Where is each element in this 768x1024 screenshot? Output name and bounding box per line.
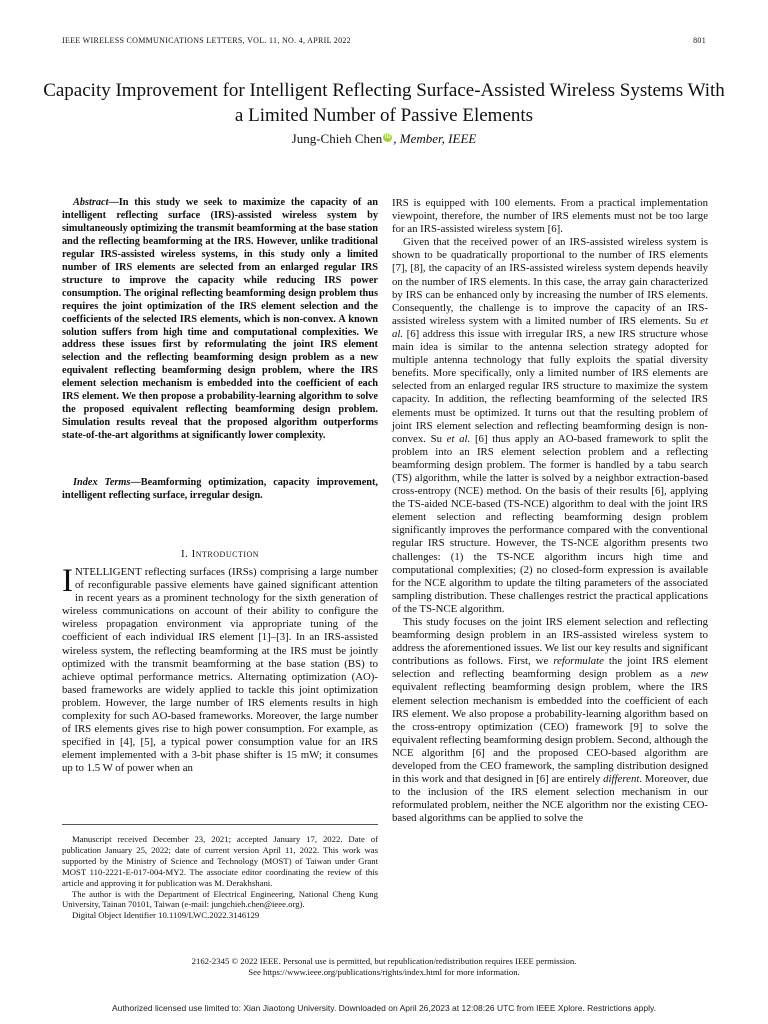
- footnotes: [62, 834, 378, 921]
- copyright-notice: 2162-2345 © 2022 IEEE. Personal use is permitted, but republication/redistribution requires IEEE permission. See https://www.ieee.org/publications/rights/index.html for more information.: [62, 956, 706, 978]
- journal-header: IEEE WIRELESS COMMUNICATIONS LETTERS, VOL. 11, NO. 4, APRIL 2022: [62, 36, 351, 45]
- index-terms-label: Index Terms: [73, 477, 131, 488]
- right-paragraph-3: This study focuses on the joint IRS element selection and reflecting beamforming design problem in an IRS-assisted wireless system to address the aforementioned issues. We list our key results and significant contributions as follows. First, we reformulate the joint IRS element selection and reflecting beamforming design problem as a new equivalent reflecting beamforming design problem, where the IRS element selection mechanism is embedded into the coefficient of each IRS element. We also propose a probability-learning algorithm based on the cross-entropy optimization (CEO) framework [9] to solve the equivalent reflecting beamforming design problem. Second, although the NCE algorithm [6] and the proposed CEO-based algorithm are developed from the CEO framework, the sampling distribution designed in this work and that designed in [6] are entirely different. Moreover, due to the inclusion of the IRS element selection mechanism in our reformulated problem, neither the NCE algorithm nor the existing CEO-based algorithms can be applied to solve the: [392, 616, 709, 825]
- author-line: [0, 131, 768, 147]
- manuscript-note: Manuscript received December 23, 2021; accepted January 17, 2022. Date of publication January 25, 2022; date of current version April 11, 2022. This work was supported by the Ministry of Science and Technology (MOST) of Taiwan under Grant MOST 110-2221-E-017-004-MY2. The associate editor coordinating the review of this article and approving it for publication was M. Derakhshani.: [62, 834, 378, 888]
- author-membership: , Member, IEEE: [393, 131, 477, 146]
- authorized-use-notice: Authorized licensed use limited to: Xian Jiaotong University. Downloaded on April 26,2023 at 12:08:26 UTC from IEEE Xplore. Restrictions apply.: [112, 1003, 656, 1013]
- author-affiliation-note: The author is with the Department of Electrical Engineering, National Cheng Kung University, Tainan 70101, Taiwan (e-mail: jungchieh.chen@ieee.org).: [62, 888, 378, 910]
- intro-text: reflecting surfaces (IRSs) comprising a large number of reconfigurable passive elements have gained significant attention in recent years as a prominent technology for the sixth generation of wireless communications on account of their ability to configure the wireless propagation environment via appropriate tuning of the coefficient of each individual IRS element [1]–[3]. In an IRS-assisted wireless system, the reflecting beamforming at the IRS must be jointly optimized with the transmit beamforming at the base station (BS) to achieve optimal performance metrics. Alternating optimization (AO)-based frameworks are widely applied to tackle this joint optimization problem. However, the large number of IRS elements results in high complexity for such AO-based frameworks. Moreover, the large number of IRS elements gives rise to high power consumption. For example, as specified in [4], [5], a typical power consumption value for an IRS element implemented with a 3-bit phase shifter is 15 mW; it consumes up to 1.5 W of power when an: [62, 566, 378, 775]
- right-column-text: [392, 197, 708, 826]
- page-number: 801: [693, 36, 706, 45]
- section-title: Introduction: [191, 548, 260, 560]
- abstract: [62, 197, 378, 443]
- right-paragraph-2: Given that the received power of an IRS-assisted wireless system is shown to be quadratically proportional to the number of IRS elements [7], [8], the capacity of an IRS-assisted wireless system depends heavily on the number of IRS elements. In this case, the array gain characterized by IRS can be enhanced only by increasing the number of IRS elements. Consequently, the challenge is to improve the capacity of an IRS-assisted wireless system with a limited number of IRS elements. Su et al. [6] address this issue with irregular IRS, a new IRS structure whose main idea is similar to the antenna selection strategy adopted for multiple antenna technology that fully exploits the spatial diversity benefits. More specifically, only a limited number of IRS elements are selected from an enlarged regular IRS structure to maximize the system capacity. In addition, the reflecting beamforming of the selected IRS elements must be optimized. It turns out that the resulting problem of joint IRS element selection and reflecting beamforming design is non-convex. Su et al. [6] thus apply an AO-based framework to split the problem into an IRS element selection problem and a reflecting beamforming design problem. The former is handled by a tabu search (TS) algorithm, while the latter is solved by a neighbor extraction-based cross-entropy (NCE) method. On the basis of their results [6], applying the TS-aided NCE-based (TS-NCE) algorithm to deal with the joint IRS element selection and reflecting beamforming design problem significantly improves the performance compared with the conventional regular IRS structure. However, the TS-NCE algorithm presents two challenges: (1) the TS-NCE algorithm incurs high time and computational complexities; (2) no closed-form expression is available for the NCE algorithm to update the tilting parameters of the associated sampling distribution. These challenges restrict the practical applications of the TS-NCE algorithm.: [392, 236, 708, 615]
- footnote-divider: [62, 824, 378, 825]
- doi-note: Digital Object Identifier 10.1109/LWC.2022.3146129: [72, 910, 260, 921]
- introduction-paragraph: [62, 563, 378, 776]
- orcid-icon[interactable]: iD: [384, 134, 391, 140]
- author-name: Jung-Chieh Chen: [291, 131, 383, 146]
- index-terms-text: —Beamforming optimization, capacity improvement, intelligent reflecting surface, irregular design.: [62, 477, 378, 501]
- paper-title: Capacity Improvement for Intelligent Reflecting Surface-Assisted Wireless Systems With a Limited Number of Passive Elements: [43, 80, 725, 126]
- intro-first-word: NTELLIGENT: [75, 566, 142, 578]
- rights-link-line[interactable]: See https://www.ieee.org/publications/rights/index.html for more information.: [248, 967, 520, 977]
- drop-cap: I: [62, 563, 73, 599]
- abstract-text: —In this study we seek to maximize the capacity of an intelligent reflecting surface (IRS)-assisted wireless system by simultaneously optimizing the transmit beamforming at the base station and the reflecting beamforming at the IRS. However, unlike traditional regular IRS-assisted wireless systems, in this study only a limited number of IRS elements are selected from an enlarged regular IRS structure to improve the capacity while reducing IRS power consumption. The original reflecting beamforming design problem thus requires the joint optimization of the IRS element selection and the coefficients of the selected IRS elements, which is non-convex. A known solution suffers from high time and computational complexities. We address these issues first by reformulating the joint IRS element selection and the reflecting beamforming design problem as a new equivalent reflecting beamforming design problem, where the IRS element selection mechanism is embedded into the coefficient of each IRS element. We then propose a probability-learning algorithm to solve the proposed equivalent reflecting beamforming design problem. Simulation results reveal that the proposed algorithm outperforms state-of-the-art algorithms at significantly lower complexity.: [62, 197, 378, 442]
- right-paragraph-1: IRS is equipped with 100 elements. From a practical implementation viewpoint, therefore, the number of IRS elements must not be too large for an IRS-assisted wireless system [6].: [392, 197, 708, 236]
- index-terms: [62, 477, 378, 503]
- section-number: I.: [180, 548, 192, 560]
- copyright-symbol: ©: [231, 956, 239, 966]
- abstract-label: Abstract: [73, 197, 109, 208]
- section-heading-introduction: [62, 548, 378, 561]
